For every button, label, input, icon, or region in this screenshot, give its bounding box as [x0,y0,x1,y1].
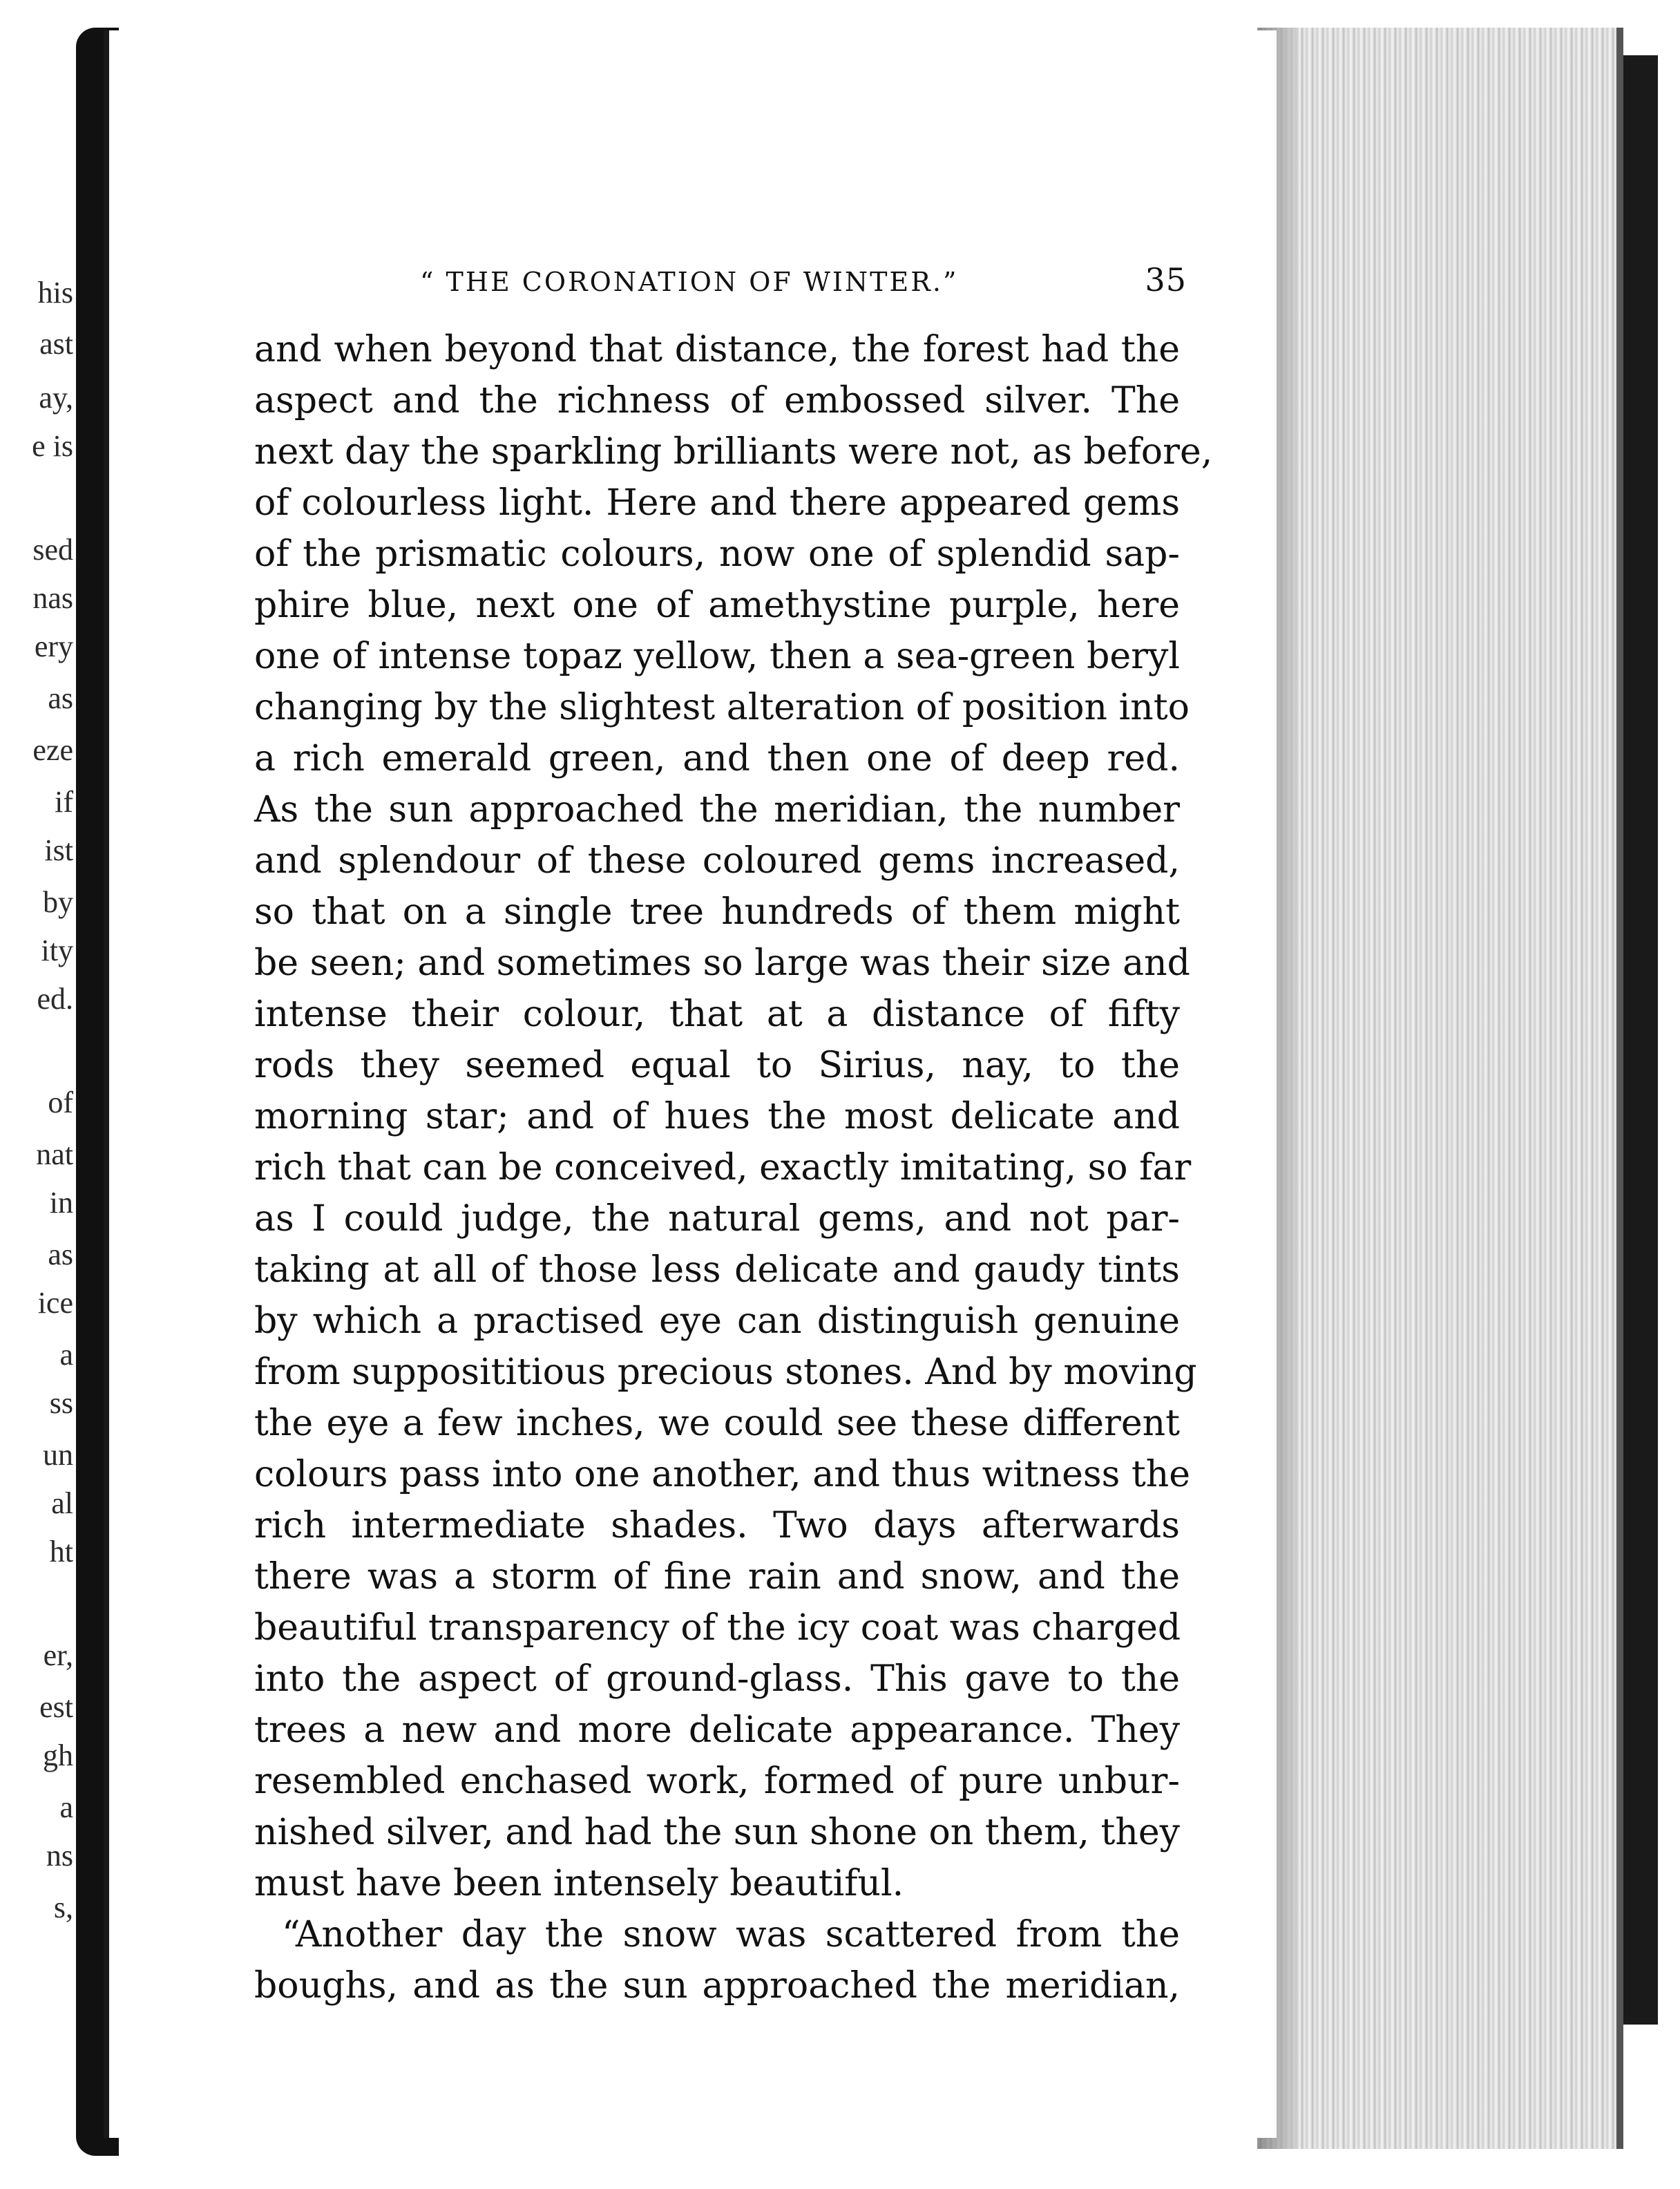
text-line: taking at all of those less delicate and gaudy tints [254,1249,1180,1291]
text-line: there was a storm of fine rain and snow, and the [254,1556,1180,1598]
text-line: one of intense topaz yellow, then a sea-green beryl [254,636,1180,677]
prev-page-line: est [39,1690,73,1724]
prev-page-line: in [49,1186,73,1220]
prev-page-line: ns [46,1839,73,1873]
text-line: changing by the slightest alteration of position into [254,687,1190,728]
text-line: phire blue, next one of amethystine purple, here [254,585,1180,626]
prev-page-line: as [48,681,73,715]
text-line: as I could judge, the natural gems, and not par- [254,1198,1180,1240]
prev-page-line: nas [32,581,73,615]
prev-page-line: if [55,785,73,819]
text-line: “Another day the snow was scattered from the [282,1914,1180,1955]
book-cover-edge [1623,55,1658,2025]
text-line: trees a new and more delicate appearance. They [254,1709,1180,1751]
paragraph [254,324,1213,1909]
body-text [254,324,1213,2011]
text-line: rich intermediate shades. Two days afterwards [254,1505,1180,1546]
page-number: 35 [1145,261,1187,298]
prev-page-line: ast [39,327,73,361]
text-line: colours pass into one another, and thus witness the [254,1454,1190,1495]
prev-page-line: nat [36,1137,73,1171]
prev-page-line: sed [32,533,73,567]
prev-page-line: ed. [37,982,73,1016]
running-head: “ THE CORONATION OF WINTER.” [420,267,959,297]
paragraph [254,1909,1180,2011]
text-line: by which a practised eye can distinguish genuine [254,1300,1180,1342]
text-line: be seen; and sometimes so large was their size and [254,942,1190,984]
prev-page-line: er, [43,1638,73,1672]
prev-page-line: by [43,885,73,919]
text-line: morning star; and of hues the most delicate and [254,1096,1180,1137]
prev-page-line: as [48,1238,73,1271]
prev-page-line: ay, [39,381,73,415]
text-line: aspect and the richness of embossed silver. The [254,380,1180,421]
prev-page-line: ery [34,629,73,663]
prev-page-line: ity [41,934,73,967]
prev-page-line: al [51,1486,73,1520]
text-line: resembled enchased work, formed of pure unbur- [254,1761,1180,1802]
prev-page-line: ss [49,1386,73,1420]
text-line: the eye a few inches, we could see these different [254,1403,1180,1444]
text-line: of colourless light. Here and there appeared gems [254,482,1180,524]
text-line: so that on a single tree hundreds of them might [254,891,1180,933]
text-line: boughs, and as the sun approached the meridian, [254,1965,1180,2007]
text-line: intense their colour, that at a distance of fifty [254,994,1180,1035]
prev-page-line: un [43,1438,73,1472]
text-line: and when beyond that distance, the forest had the [254,329,1180,370]
text-line: into the aspect of ground-glass. This gave to the [254,1658,1180,1700]
text-line: As the sun approached the meridian, the number [254,789,1180,831]
text-line: of the prismatic colours, now one of splendid sap- [254,533,1180,575]
text-line: nished silver, and had the sun shone on them, they [254,1812,1180,1853]
prev-page-line: e is [32,429,73,463]
text-line: from supposititious precious stones. And by moving [254,1352,1197,1393]
text-line: a rich emerald green, and then one of deep red. [254,738,1180,779]
text-line: must have been intensely beautiful. [254,1863,904,1904]
prev-page-line: eze [32,733,73,767]
prev-page-line: gh [43,1738,73,1772]
prev-page-line: ist [44,833,73,867]
prev-page-line: ice [37,1286,73,1320]
prev-page-line: his [37,276,73,310]
text-line: rich that can be conceived, exactly imitating, so far [254,1147,1192,1188]
prev-page-line: s, [53,1890,73,1924]
prev-page-line: a [59,1338,73,1372]
text-line: next day the sparkling brilliants were not, as before, [254,431,1213,473]
page-edges [1257,28,1623,2149]
prev-page-line: a [59,1790,73,1824]
text-line: rods they seemed equal to Sirius, nay, to the [254,1045,1180,1086]
prev-page-line: of [48,1086,73,1119]
text-line: beautiful transparency of the icy coat was charged [254,1607,1181,1649]
prev-page-line: ht [49,1535,73,1569]
text-line: and splendour of these coloured gems increased, [254,840,1180,882]
book-page [104,30,1277,2138]
